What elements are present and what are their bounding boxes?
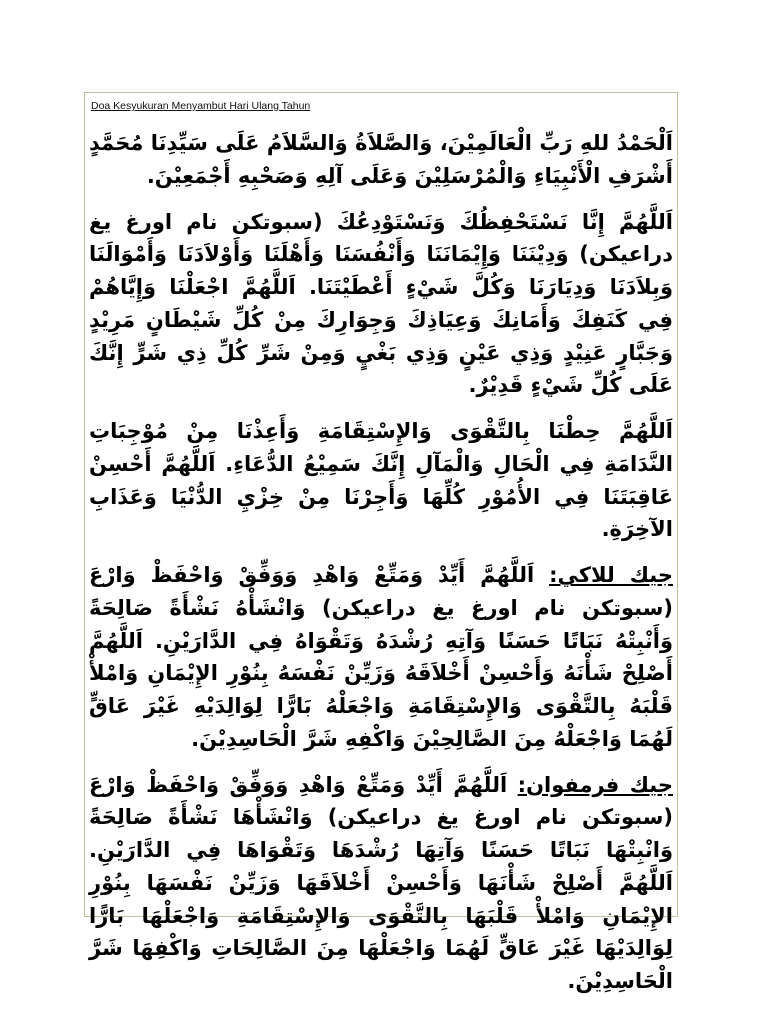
paragraph-for-male — [89, 559, 673, 756]
paragraph-protection — [89, 206, 673, 403]
paragraph-lead-female: جيك فرمفوان: — [517, 772, 673, 797]
paragraph-text: اَللَّهُمَّ إِنَّا نَسْتَحْفِظُكَ وَنَسْتَوْدِعُكَ (سبوتكن نام اورغ يغ دراعيكن) وَدِيْنَنَا وَإِيْمَانَنَا وَأَنْفُسَنَا وَأَهْلَنَا وَأَوْلاَدَنَا وَأَمْوَالَنَا وَبِلاَدَنَا وَدِيَارَنَا وَكُلَّ شَيْءٍ أَعْطَيْتَنَا. اَللَّهُمَّ اجْعَلْنَا وَإِيَّاهُمْ فِي كَنَفِكَ وَأَمَانِكَ وَعِيَاذِكَ وَجِوَارِكَ مِنْ كُلِّ شَيْطَانٍ مَرِيْدٍ وَجَبَّارٍ عَنِيْدٍ وَذِي عَيْنٍ وَذِي بَغْيٍ وَمِنْ شَرِّ كُلِّ ذِي شَرٍّ إِنَّكَ عَلَى كُلِّ شَيْءٍ قَدِيْرٌ. — [89, 209, 673, 398]
paragraph-text: اَللَّهُمَّ أَيِّدْ وَمَتِّعْ وَاهْدِ وَوَفِّقْ وَاحْفَظْ وَارْعَ (سبوتكن نام اورغ يغ دراعيكن) وَانْشَأْهَا نَشْأَةً صَالِحَةً وَانْبِتْهَا نَبَاتًا حَسَنًا وَآتِهَا رُشْدَهَا وَتَقْوَاهَا فِي الدَّارَيْنِ. اَللَّهُمَّ أَصْلِحْ شَأْنَهَا وَأَحْسِنْ أَخْلاَقَهَا وَزَيِّنْ نَفْسَهَا بِنُوْرِ الإِيْمَانِ وَامْلأْ قَلْبَهَا بِالتَّقْوَى وَالإِسْتِقَامَةِ وَاجْعَلْهَا بَارًّا لِوَالِدَيْهَا غَيْرَ عَاقٍّ لَهُمَا وَاجْعَلْهَا مِنَ الصَّالِحَاتِ وَاكْفِهَا شَرَّ الْحَاسِدِيْنَ. — [89, 772, 673, 993]
prayer-body — [89, 127, 673, 1011]
document-title: Doa Kesyukuran Menyambut Hari Ulang Tahun — [91, 100, 311, 112]
paragraph-text: اَلْحَمْدُ للهِ رَبِّ الْعَالَمِيْنَ، وَالصَّلاَةُ وَالسَّلاَمُ عَلَى سَيِّدِنَا مُحَمَّدٍ أَشْرَفِ الْأَنْبِيَاءِ وَالْمُرْسَلِيْنَ وَعَلَى آلِهِ وَصَحْبِهِ أَجْمَعِيْنَ. — [89, 131, 673, 188]
paragraph-lead-male: جيك للاكي: — [549, 563, 673, 587]
paragraph-piety — [89, 415, 673, 546]
paragraph-praise — [89, 127, 673, 193]
paragraph-for-female — [89, 769, 673, 998]
document-page — [84, 92, 678, 993]
paragraph-text: اَللَّهُمَّ أَيِّدْ وَمَتِّعْ وَاهْدِ وَوَفِّقْ وَاحْفَظْ وَارْعَ (سبوتكن نام اورغ يغ دراعيكن) وَانْشَأْهُ نَشْأَةً صَالِحَةً وَأَنْبِتْهُ نَبَاتًا حَسَنًا وَآتِهِ رُشْدَهُ وَتَقْوَاهُ فِي الدَّارَيْنِ. اَللَّهُمَّ أَصْلِحْ شَأْنَهُ وَأَحْسِنْ أَخْلاَقَهُ وَزَيِّنْ نَفْسَهُ بِنُوْرِ الإِيْمَانِ وَامْلأْ قَلْبَهُ بِالتَّقْوَى وَالإِسْتِقَامَةِ وَاجْعَلْهُ بَارًّا لِوَالِدَيْهِ غَيْرَ عَاقٍّ لَهُمَا وَاجْعَلْهُ مِنَ الصَّالِحِيْنَ وَاكْفِهِ شَرَّ الْحَاسِدِيْنَ. — [89, 563, 673, 751]
paragraph-text: اَللَّهُمَّ حِطْنَا بِالتَّقْوَى وَالإِسْتِقَامَةِ وَأَعِذْنَا مِنْ مُوْجِبَاتِ النَّدَامَةِ فِي الْحَالِ وَالْمَآلِ إِنَّكَ سَمِيْعُ الدُّعَاءِ. اَللَّهُمَّ أَحْسِنْ عَاقِبَتَنَا فِي الأُمُوْرِ كُلِّهَا وَأَجِرْنَا مِنْ خِزْيِ الدُّنْيَا وَعَذَابِ الآخِرَةِ. — [89, 419, 673, 542]
